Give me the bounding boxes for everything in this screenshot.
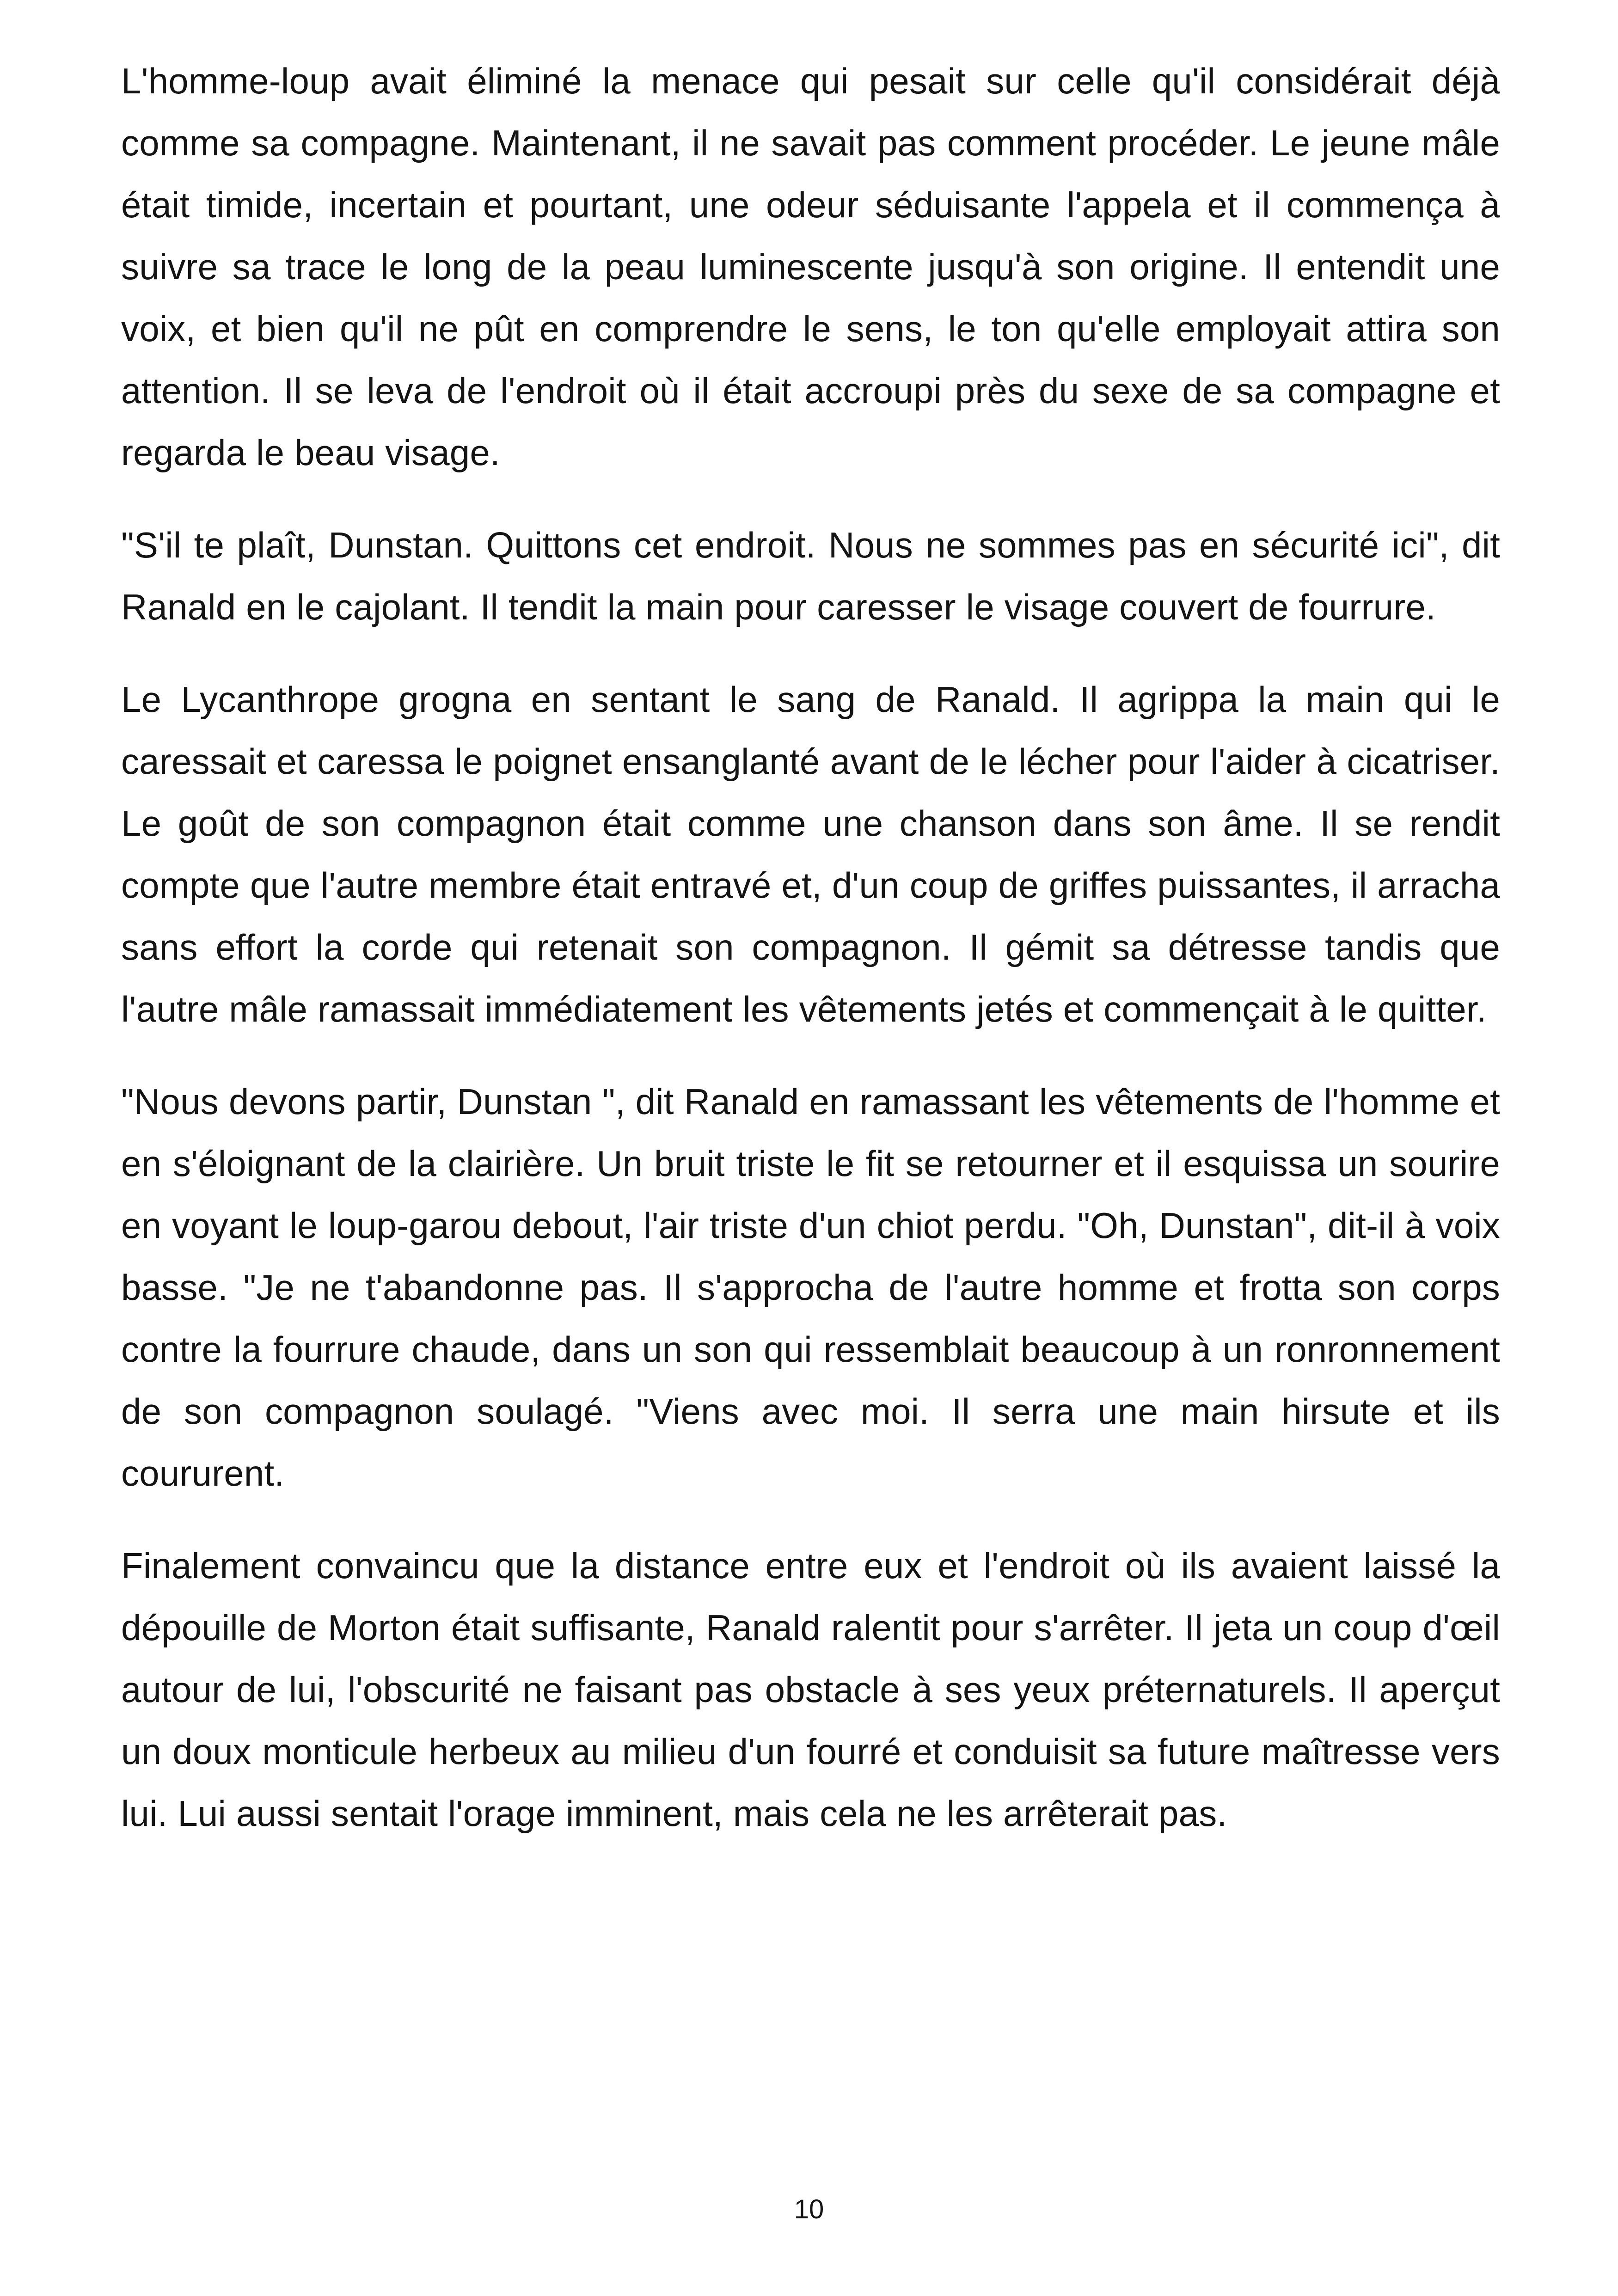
- paragraph-4: "Nous devons partir, Dunstan ", dit Ranald en ramassant les vêtements de l'homme et en s'éloignant de la clairière. Un bruit triste le fit se retourner et il esquissa un sourire en voyant le loup-garou debout, l'air triste d'un chiot perdu. "Oh, Dunstan", dit-il à voix basse. "Je ne t'abandonne pas. Il s'approcha de l'autre homme et frotta son corps contre la fourrure chaude, dans un son qui ressemblait beaucoup à un ronronnement de son compagnon soulagé. "Viens avec moi. Il serra une main hirsute et ils coururent.: [121, 1081, 1500, 1494]
- paragraph-2: "S'il te plaît, Dunstan. Quittons cet endroit. Nous ne sommes pas en sécurité ici", dit Ranald en le cajolant. Il tendit la main pour caresser le visage couvert de fourrure.: [121, 525, 1500, 627]
- page-number: 10: [794, 2194, 824, 2224]
- paragraph-3: Le Lycanthrope grogna en sentant le sang de Ranald. Il agrippa la main qui le caressait et caressa le poignet ensanglanté avant de le lécher pour l'aider à cicatriser. Le goût de son compagnon était comme une chanson dans son âme. Il se rendit compte que l'autre membre était entravé et, d'un coup de griffes puissantes, il arracha sans effort la corde qui retenait son compagnon. Il gémit sa détresse tandis que l'autre mâle ramassait immédiatement les vêtements jetés et commençait à le quitter.: [121, 679, 1500, 1029]
- page-body: [121, 50, 1500, 1875]
- paragraph-1: L'homme-loup avait éliminé la menace qui pesait sur celle qu'il considérait déjà comme sa compagne. Maintenant, il ne savait pas comment procéder. Le jeune mâle était timide, incertain et pourtant, une odeur séduisante l'appela et il commença à suivre sa trace le long de la peau luminescente jusqu'à son origine. Il entendit une voix, et bien qu'il ne pût en comprendre le sens, le ton qu'elle employait attira son attention. Il se leva de l'endroit où il était accroupi près du sexe de sa compagne et regarda le beau visage.: [121, 61, 1500, 473]
- paragraph-5: Finalement convaincu que la distance entre eux et l'endroit où ils avaient laissé la dépouille de Morton était suffisante, Ranald ralentit pour s'arrêter. Il jeta un coup d'œil autour de lui, l'obscurité ne faisant pas obstacle à ses yeux préternaturels. Il aperçut un doux monticule herbeux au milieu d'un fourré et conduisit sa future maîtresse vers lui. Lui aussi sentait l'orage imminent, mais cela ne les arrêterait pas.: [121, 1545, 1500, 1834]
